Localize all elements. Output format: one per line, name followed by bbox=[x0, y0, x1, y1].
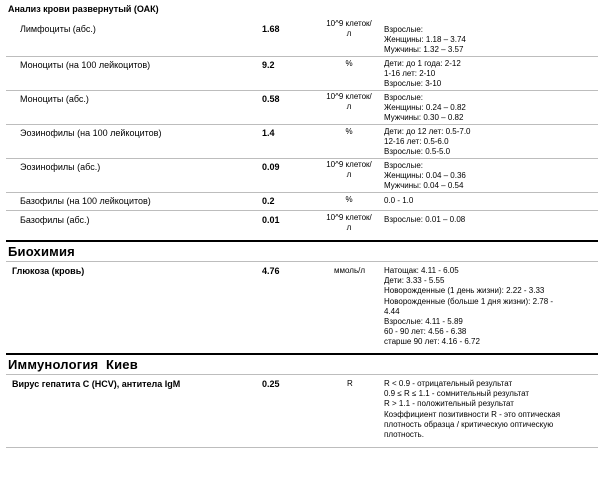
test-unit: 10^9 клеток/л bbox=[326, 92, 372, 111]
row-divider bbox=[6, 90, 598, 91]
test-value: 0.2 bbox=[262, 196, 275, 206]
test-value: 0.58 bbox=[262, 94, 280, 104]
test-value: 9.2 bbox=[262, 60, 275, 70]
test-unit: 10^9 клеток/л bbox=[326, 213, 372, 232]
test-name: Лимфоциты (абс.) bbox=[20, 24, 96, 34]
test-value: 0.09 bbox=[262, 162, 280, 172]
row-divider bbox=[6, 192, 598, 193]
reference-range: Взрослые: Женщины: 1.18 – 3.74 Мужчины: 1.32 – 3.57 bbox=[384, 25, 466, 55]
section-divider bbox=[6, 240, 598, 242]
test-unit: 10^9 клеток/л bbox=[326, 19, 372, 38]
section-title-immunology: Иммунология Киев bbox=[8, 357, 138, 372]
reference-range: Взрослые: Женщины: 0.24 – 0.82 Мужчины: 0.30 – 0.82 bbox=[384, 93, 466, 123]
row-divider bbox=[6, 124, 598, 125]
test-unit: % bbox=[345, 59, 353, 68]
reference-range: 0.0 - 1.0 bbox=[384, 196, 414, 205]
test-name: Глюкоза (кровь) bbox=[12, 266, 85, 276]
test-value: 4.76 bbox=[262, 266, 280, 276]
reference-range: Натощак: 4.11 - 6.05 Дети: 3.33 - 5.55 Новорожденные (1 день жизни): 2.22 - 3.33 Новорожденные (больше 1 дня жизни): 2.78 - 4.44 Взрослые: 4.11 - 5.89 60 - 90 лет: 4.56 - 6.38 старше 90 лет: 4.16 - 6.72 bbox=[384, 266, 554, 347]
reference-range: Взрослые: 0.01 – 0.08 bbox=[384, 215, 466, 224]
row-divider bbox=[6, 56, 598, 57]
test-name: Базофилы (на 100 лейкоцитов) bbox=[20, 196, 151, 206]
row-divider bbox=[6, 210, 598, 211]
test-name: Эозинофилы (абс.) bbox=[20, 162, 101, 172]
section-title-biochemistry: Биохимия bbox=[8, 244, 75, 259]
test-value: 1.68 bbox=[262, 24, 280, 34]
reference-range: Взрослые: Женщины: 0.04 – 0.36 Мужчины: 0.04 – 0.54 bbox=[384, 161, 466, 191]
test-value: 1.4 bbox=[262, 128, 275, 138]
test-unit: % bbox=[345, 195, 353, 204]
reference-range: R < 0.9 - отрицательный результат 0.9 ≤ R ≤ 1.1 - сомнительный результат R > 1.1 - положительный результат Коэффициент позитивности R - это оптическая плотность образца / критическую оптическую плотность. bbox=[384, 379, 561, 440]
section-underline bbox=[6, 261, 598, 262]
test-unit: R bbox=[347, 379, 353, 388]
section-divider bbox=[6, 353, 598, 355]
row-divider bbox=[6, 158, 598, 159]
test-name: Моноциты (абс.) bbox=[20, 94, 89, 104]
section-underline bbox=[6, 374, 598, 375]
test-value: 0.25 bbox=[262, 379, 280, 389]
test-unit: ммоль/л bbox=[334, 266, 365, 275]
test-unit: % bbox=[345, 127, 353, 136]
test-unit: 10^9 клеток/л bbox=[326, 160, 372, 179]
reference-range: Дети: до 12 лет: 0.5-7.0 12-16 лет: 0.5-6.0 Взрослые: 0.5-5.0 bbox=[384, 127, 471, 157]
footer-divider bbox=[6, 447, 598, 448]
test-name: Моноциты (на 100 лейкоцитов) bbox=[20, 60, 151, 70]
test-name: Базофилы (абс.) bbox=[20, 215, 90, 225]
test-name: Эозинофилы (на 100 лейкоцитов) bbox=[20, 128, 162, 138]
test-value: 0.01 bbox=[262, 215, 280, 225]
section-title-cbc: Анализ крови развернутый (ОАК) bbox=[8, 4, 159, 14]
reference-range: Дети: до 1 года: 2-12 1-16 лет: 2-10 Взрослые: 3-10 bbox=[384, 59, 461, 89]
test-name: Вирус гепатита С (HCV), антитела IgM bbox=[12, 379, 181, 389]
